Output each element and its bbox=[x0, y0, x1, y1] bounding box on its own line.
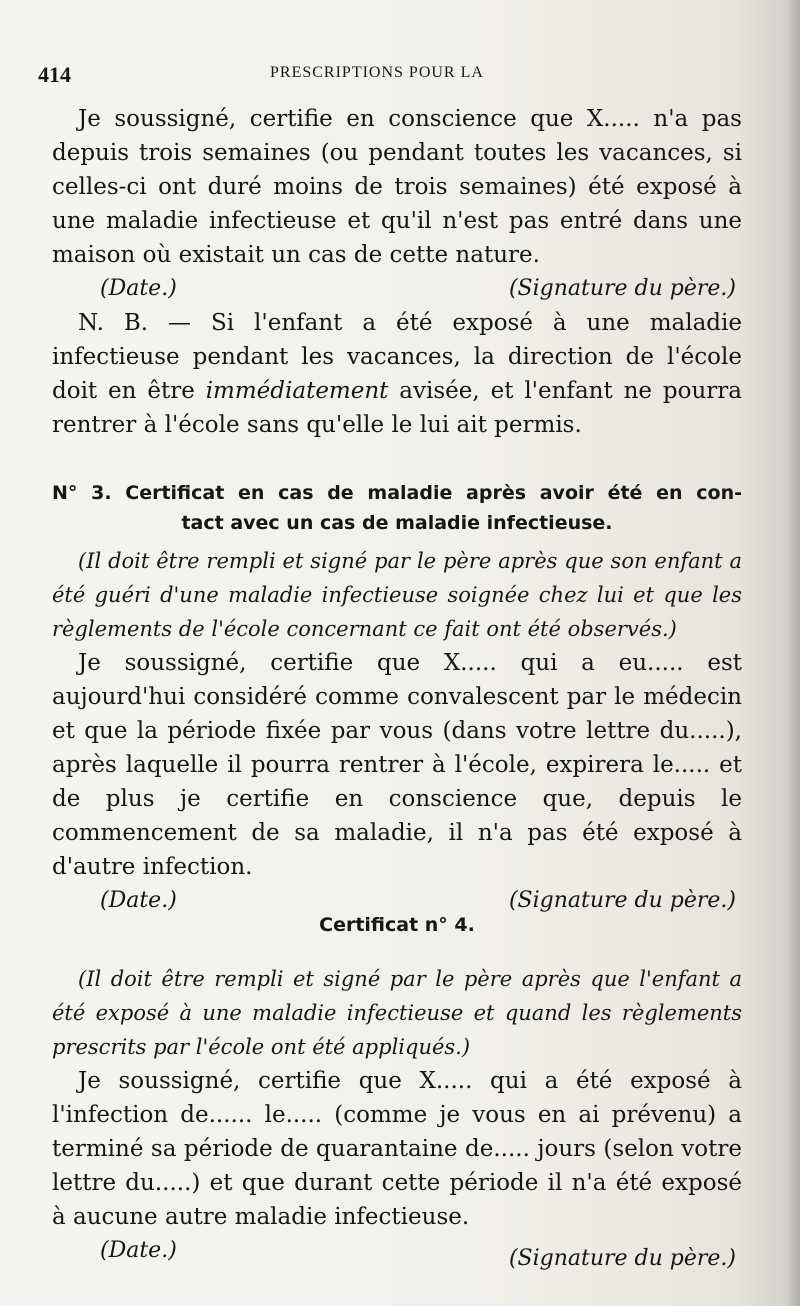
nota-bene-text-2: avisée, et l'enfant ne pourra rentrer à l'école sans qu'elle le lui ait permis. bbox=[52, 378, 742, 438]
section-3-dateline bbox=[52, 884, 742, 918]
signature-label: (Signature du père.) bbox=[508, 276, 736, 301]
section-3-heading-line-1: N° 3. Certificat en cas de maladie après avoir été en con- bbox=[52, 482, 742, 504]
nota-bene bbox=[52, 306, 742, 442]
signature-label: (Signature du père.) bbox=[508, 1246, 736, 1271]
date-label: (Date.) bbox=[100, 1238, 177, 1263]
nota-bene-text-1: N. B. — Si l'enfant a été exposé à une maladie infectieuse pendant les vacances, la direction de l'école doit en être bbox=[52, 310, 742, 404]
section-3-heading bbox=[52, 478, 742, 538]
section-4-instruction: (Il doit être rempli et signé par le père après que l'enfant a été exposé à une maladie infectieuse et quand les règlements prescrits par l'école ont été appliqués.) bbox=[52, 967, 742, 1059]
section-3-instruction: (Il doit être rempli et signé par le père après que son enfant a été guéri d'une maladie infectieuse soignée chez lui et que les règlements de l'école concernant ce fait ont été observés.) bbox=[52, 549, 742, 641]
section-3-heading-line-2: tact avec un cas de maladie infectieuse. bbox=[181, 512, 613, 534]
section-3-paragraph: Je soussigné, certifie que X..... qui a eu..... est aujourd'hui considéré comme convalescent par le médecin et que la période fixée par vous (dans votre lettre du.....), après laquelle il pourra rentrer à l'école, expirera le..... et de plus je certifie en conscience que, depuis le commencement de sa maladie, il n'a pas été exposé à d'autre infection. bbox=[52, 650, 742, 880]
page-header bbox=[38, 58, 760, 92]
section-top-dateline bbox=[52, 272, 742, 306]
section-4-heading: Certificat n° 4. bbox=[319, 914, 475, 936]
page-number: 414 bbox=[38, 62, 71, 87]
section-4-dateline bbox=[52, 1234, 742, 1271]
date-label: (Date.) bbox=[100, 888, 177, 913]
section-top-paragraph: Je soussigné, certifie en conscience que X..... n'a pas depuis trois semaines (ou pendant toutes les vacances, si celles-ci ont duré moins de trois semaines) été exposé à une maladie infectieuse et qu'il n'est pas entré dans une maison où existait un cas de cette nature. bbox=[52, 106, 742, 268]
page-edge-shadow bbox=[786, 0, 800, 1306]
running-head: PRESCRIPTIONS POUR LA bbox=[270, 64, 484, 81]
signature-label: (Signature du père.) bbox=[508, 888, 736, 913]
section-top bbox=[52, 102, 742, 442]
nota-bene-emphasis: immédiatement bbox=[205, 378, 389, 404]
section-3-body bbox=[52, 544, 742, 918]
section-4-paragraph: Je soussigné, certifie que X..... qui a été exposé à l'infection de...... le..... (comme je vous en ai prévenu) a terminé sa période de quarantaine de..... jours (selon votre lettre du.....) et que durant cette période il n'a été exposé à aucune autre maladie infectieuse. bbox=[52, 1068, 742, 1230]
date-label: (Date.) bbox=[100, 276, 177, 301]
section-4-body bbox=[52, 962, 742, 1271]
